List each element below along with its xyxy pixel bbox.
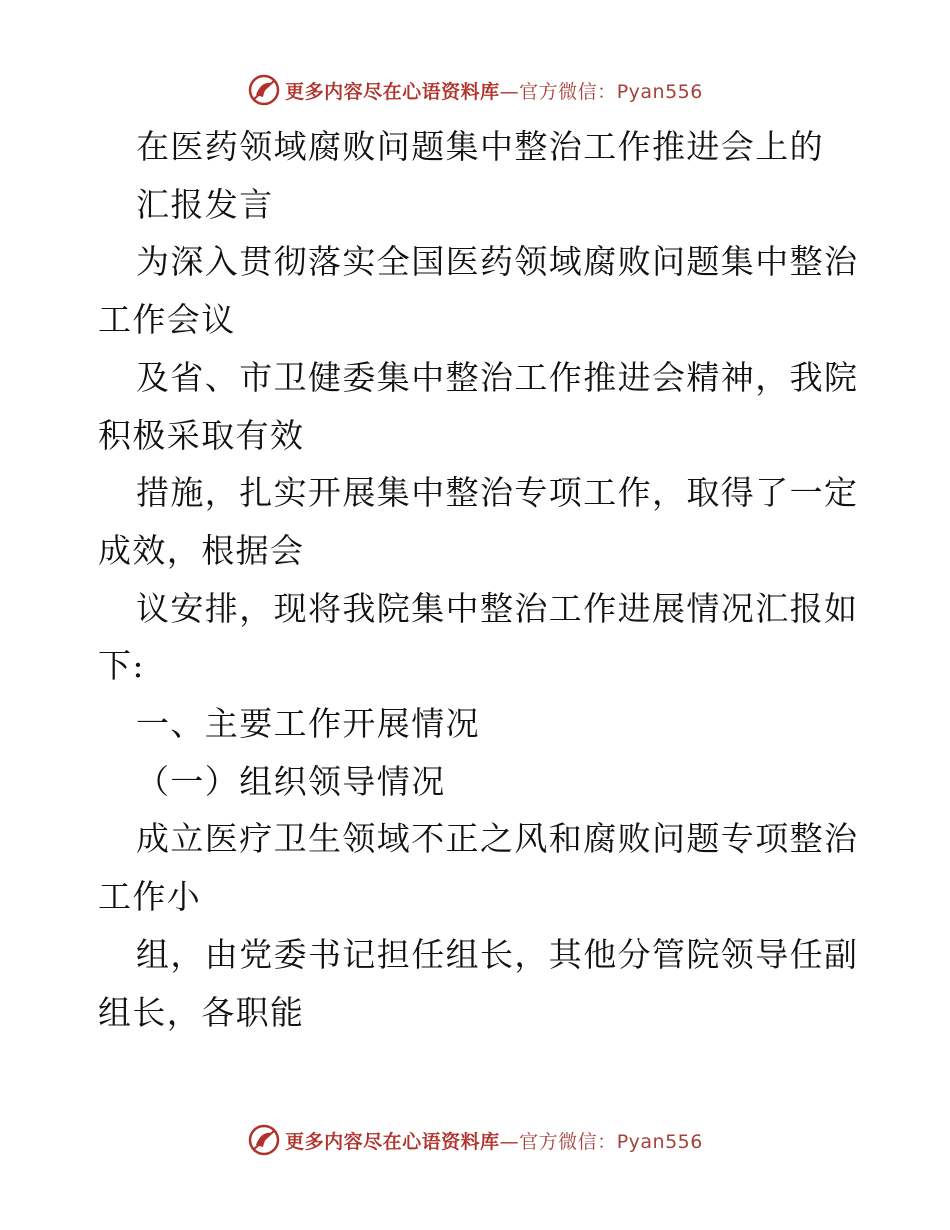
watermark-wechat-id: Pyan556 — [616, 1130, 703, 1153]
document-body — [98, 118, 858, 1041]
watermark-text — [285, 1127, 703, 1154]
subsection-heading: （一）组织领导情况 — [136, 761, 446, 801]
doc-line: 汇报发言 — [136, 184, 274, 224]
section-heading: 一、主要工作开展情况 — [136, 704, 480, 744]
watermark-banner-top — [0, 70, 950, 110]
doc-line: 下: — [98, 646, 145, 686]
doc-line: 成效，根据会 — [98, 530, 305, 570]
doc-line: 组，由党委书记担任组长，其他分管院领导任副 — [136, 934, 859, 974]
doc-line: 组长，各职能 — [98, 992, 305, 1032]
watermark-site: 更多内容尽在心语资料库 — [285, 1130, 500, 1153]
doc-line: 议安排，现将我院集中整治工作进展情况汇报如 — [136, 588, 859, 628]
doc-line: 工作会议 — [98, 300, 236, 340]
watermark-wechat-label: 官方微信： — [519, 1130, 617, 1153]
watermark-dash: — — [499, 80, 520, 103]
watermark-wechat-label: 官方微信： — [519, 80, 617, 103]
doc-line: 工作小 — [98, 877, 202, 917]
doc-line: 措施，扎实开展集中整治专项工作，取得了一定 — [136, 473, 859, 513]
watermark-dash: — — [499, 1130, 520, 1153]
seal-logo-icon — [247, 1123, 281, 1157]
doc-line: 积极采取有效 — [98, 415, 305, 455]
watermark-wechat-id: Pyan556 — [616, 80, 703, 103]
doc-line: 成立医疗卫生领域不正之风和腐败问题专项整治 — [136, 819, 859, 859]
watermark-site: 更多内容尽在心语资料库 — [285, 80, 500, 103]
seal-logo-icon — [247, 73, 281, 107]
doc-line: 为深入贯彻落实全国医药领域腐败问题集中整治 — [136, 242, 859, 282]
doc-line: 及省、市卫健委集中整治工作推进会精神，我院 — [136, 357, 859, 397]
doc-line: 在医药领域腐败问题集中整治工作推进会上的 — [136, 127, 824, 166]
watermark-text — [285, 77, 703, 104]
watermark-banner-bottom — [0, 1120, 950, 1160]
